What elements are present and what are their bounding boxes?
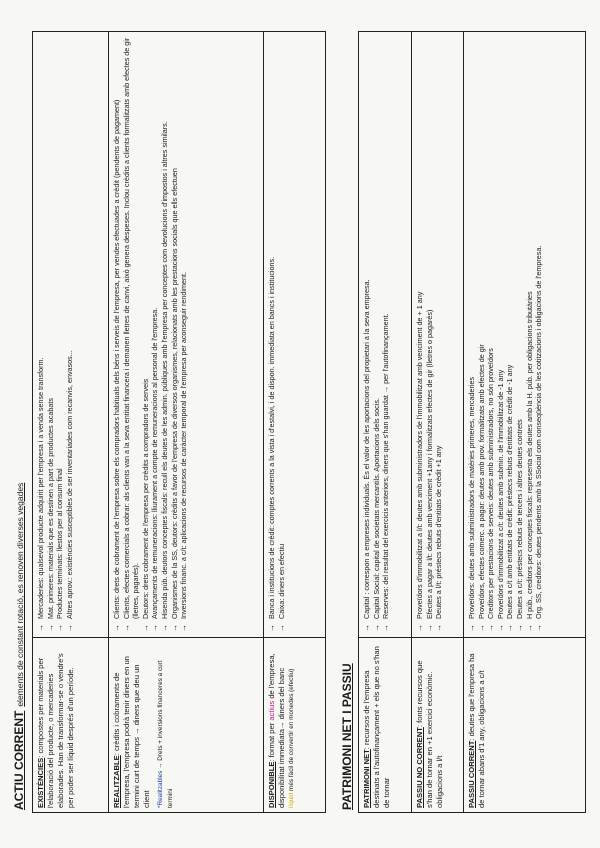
row-passiu-no-corrent <box>411 32 464 812</box>
list-item: → Reserves: del resultat del exercicis anteriors, diners que s'han guardat → per l'autofinançament. <box>381 36 391 632</box>
actiu-title-text: ACTIU CORRENT <box>12 710 26 810</box>
list-item: → Deutors: drets cobrament de l'empresa per crèdits a compradors de serveis <box>141 36 151 632</box>
realitzable-items <box>112 36 189 632</box>
list-item: → Banca i institucions de crèdit: comptes corrents a la vista i d'estalvi, i de dispon. immediata en bancs i institucions. <box>267 36 277 632</box>
existencies-items <box>36 36 74 632</box>
list-item: → Hisenda púb. deutors conceptes fiscals: recull els deutes de les admin. públiques amb l'empresa per conceptes com devolucions d'impostos i altres similars. <box>160 36 170 632</box>
corrent-desc: : deutes que l'empresa ha de tornar abans d'1 any, obligacions a c/t <box>467 653 486 808</box>
realitzable-note-highlight: *Realitzables <box>157 770 164 808</box>
actiu-subtitle: elements de constant rotació, es renoven diverses vegades <box>15 482 25 707</box>
existencies-desc: : compostes per materials per l'elaboració del producte, o mercaderies elaborades. Han de transformar-se o vendre's per poder ser líquid després d'un període. <box>36 653 75 808</box>
row-disponible <box>263 32 326 812</box>
list-item: → Proveïdors d'immobilitzat a l/t: deutes amb subministradors de l'immobilitzat amb venciment de + 1 any <box>415 36 425 632</box>
list-item: → Inversions financ. a c/t: aplicacions de recursos de caràcter temporal de l'empresa per aconseguir rendiment. <box>179 36 189 632</box>
list-item: → Mat. primeres: materials que es destinen a part de productes acabats <box>46 36 56 632</box>
disponible-desc-highlight: actius <box>267 700 276 721</box>
list-item: → Efectes a pagar a l/t: deutes amb venciment +1any i formalitzats efectes de gir (lletres o pagarés) <box>425 36 435 632</box>
disponible-items <box>267 36 286 632</box>
list-item: → Organismes de la SS, deutors: crèdits a favor de l'empresa de diversos organismes, relacionats amb les prestacions socials que ells efectuen <box>170 36 180 632</box>
list-item: → Altres aprov.: existències susceptibles de ser inventariades com recanvis, envasos... <box>65 36 75 632</box>
list-item: → Caixa: diners en efectiu <box>277 36 287 632</box>
list-item: → Clients, efectes comercials a cobrar: als clients van a la seva entitat financera i demanen lletres de canvi, això genera despeses. Inclou crèdits a clients formalitzats amb efectes de gir (lletres, pagarés). <box>122 36 141 632</box>
list-item: → Avançaments de remuneracions: lliurament a compte de remuneracions al personal de l'empresa. <box>150 36 160 632</box>
list-item: → Proveïdors, efectes comerc. a pagar: deutes amb prov. formalitzats amb efectes de gir <box>477 36 487 632</box>
realitzable-note-text: → Drets + inversions financeres a curt termini <box>157 660 174 808</box>
disponible-note <box>287 646 297 808</box>
patrimoni-items <box>362 36 391 632</box>
corrent-definition <box>467 646 487 808</box>
list-item: → Mercaderies: qualsevol producte adquirit per l'empresa i a venda sense transform. <box>36 36 46 632</box>
disponible-desc-b: de l'empresa, disponibilitat immediata→ diners del banc <box>267 653 286 808</box>
corrent-items <box>467 36 544 632</box>
no-corrent-items <box>415 36 444 632</box>
list-item: → Clients: drets de cobrament de l'empresa sobre els compradors habituals dels béns i serveis de l'empresa, per vendes efectuades a crèdit (pendents de pagament) <box>112 36 122 632</box>
disponible-term: DISPONIBLE <box>267 761 276 808</box>
list-item: → Org. SS, creditors: deutes pendents amb la SSocial com conseqüència de les cotitzacions i obligacions de l'empresa. <box>534 36 544 632</box>
realitzable-term: REALITZABLE <box>112 755 121 808</box>
no-corrent-definition <box>415 646 445 808</box>
disponible-note-highlight: líquid <box>288 792 295 808</box>
actiu-table <box>32 31 326 813</box>
patrimoni-definition <box>362 646 392 808</box>
corrent-term: PASSIU CORRENT <box>467 740 476 808</box>
realitzable-note <box>156 646 176 808</box>
actiu-title <box>12 483 26 810</box>
row-patrimoni-net <box>359 32 411 812</box>
list-item: → Deutes a l/t: préstecs rebuts d'entitats de crèdit +1 any <box>434 36 444 632</box>
list-item: → H púb., creditors per conceptes fiscals: representa els deutes amb la H. púb. per obligacions tributàries <box>525 36 535 632</box>
existencies-definition <box>36 646 76 808</box>
disponible-note-text: més fàcil de convertir en monedes (efectiu) <box>288 668 295 793</box>
realitzable-desc: : crèdits i cobraments de l'empresa, l'empresa podrà tenir diners en un termini curt de temps → diners que deu un client <box>112 656 151 808</box>
passiu-table <box>358 31 586 813</box>
patrimoni-term: PATRIMONI NET <box>362 749 371 808</box>
patrimoni-desc: : recursos de l'empresa destinats a l'autofinançament + els que no s'han de tornar <box>362 646 391 808</box>
disponible-desc-a: : format per <box>267 720 276 762</box>
list-item: → Capital Social: capital de societats mercantils. Aportacions dels socis. <box>372 36 382 632</box>
realitzable-definition <box>112 646 176 808</box>
row-passiu-corrent <box>463 32 586 812</box>
list-item: → Productes terminats: llestos per al consum final <box>55 36 65 632</box>
existencies-term: EXISTÈNCIES <box>36 757 45 808</box>
list-item: → Deutes a c/t amb entitats de crèdit: préstecs rebuts d'entitats de crèdit de -1 any <box>505 36 515 632</box>
row-existencies <box>33 32 108 812</box>
list-item: → Creditors per prestacions de serveis: deutes amb subministradors, no són proveïdors <box>486 36 496 632</box>
row-realitzable <box>108 32 264 812</box>
list-item: → Capital : correspon a empreses individuals. És el valor de les aportacions del propietari a la seva empresa. <box>362 36 372 632</box>
passiu-title-text: PATRIMONI NET I PASSIU <box>340 663 354 810</box>
no-corrent-desc: : fonts recursos que s'han de tornar en +1 exercici econòmic. obligacions a l/t <box>415 660 444 808</box>
no-corrent-term: PASSIU NO CORRENT <box>415 727 424 808</box>
passiu-title <box>340 663 354 810</box>
list-item: → Proveïdors d'immobilitzat a c/t: deutes amb submin. de l'immobilitzat de -1 any <box>496 36 506 632</box>
list-item: → Deutes a c/t: préstecs rebuts de tercers i altres deutes contrets <box>515 36 525 632</box>
disponible-definition <box>267 646 297 808</box>
list-item: → Proveïdors: deutes amb subministradors de matèries primeres, mercaderies <box>467 36 477 632</box>
